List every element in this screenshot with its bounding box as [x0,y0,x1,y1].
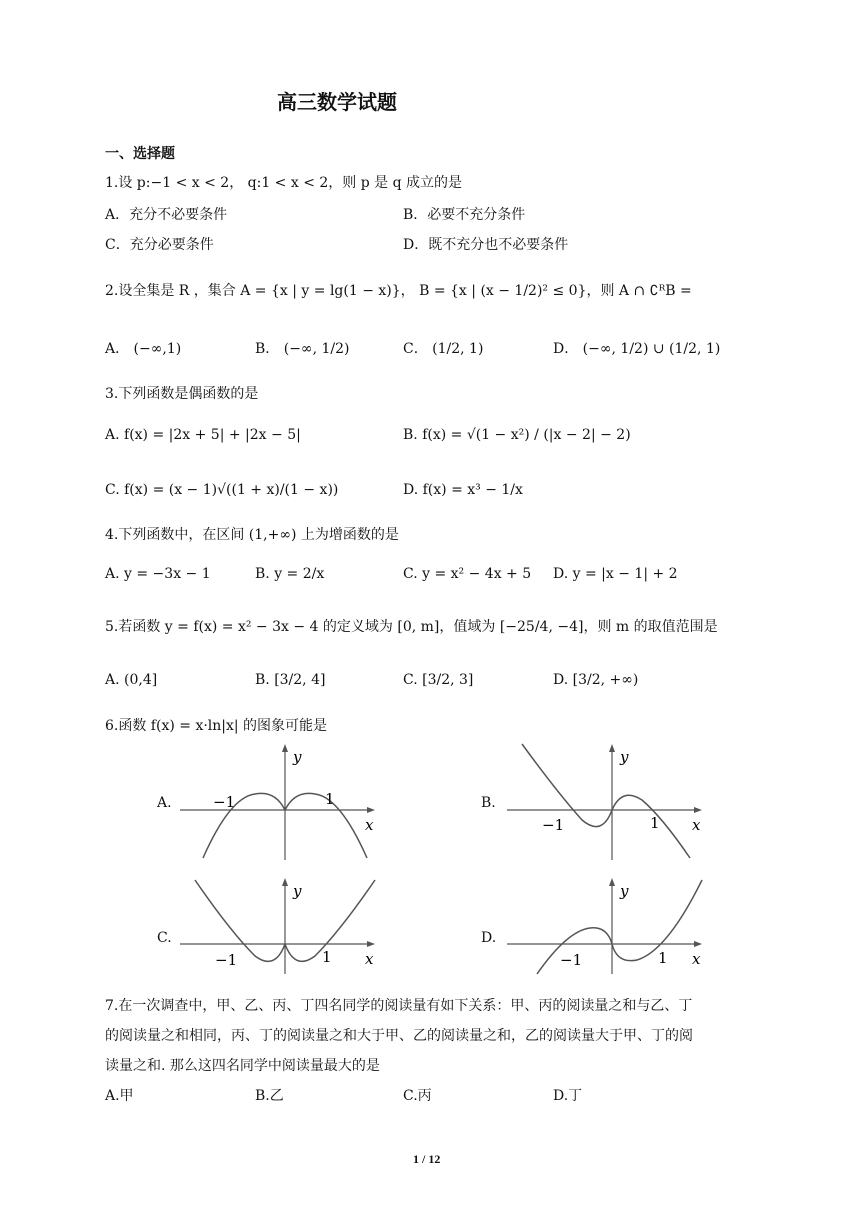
graph-c [175,876,385,976]
graph-a-label: A. [157,795,172,811]
q7-option-c: C.丙 [403,1088,432,1104]
q5-stem: 5.若函数 y = f(x) = x² − 3x − 4 的定义域为 [0, m]，值域为 [−25/4, −4]，则 m 的取值范围是 [105,619,718,635]
tick-pos: 1 [322,948,332,966]
q4-stem: 4.下列函数中，在区间 (1,+∞) 上为增函数的是 [105,527,399,543]
q4-option-d: D. y = |x − 1| + 2 [553,566,678,582]
graph-d-label: D. [481,930,497,946]
graph-a [175,742,385,862]
tick-neg: −1 [213,793,236,811]
q3-option-c: C. f(x) = (x − 1)√((1 + x)/(1 − x)) [105,482,339,498]
tick-pos: 1 [658,949,668,967]
q2-option-a: A． (−∞,1) [105,341,182,357]
q6-stem: 6.函数 f(x) = x·ln|x| 的图象可能是 [105,718,328,734]
q1-option-c: C．充分必要条件 [105,237,214,253]
x-arrow-icon [367,941,375,947]
q5-option-d: D. [3/2, +∞) [553,672,639,688]
q2-option-b: B． (−∞, 1/2) [255,341,350,357]
q7-option-a: A.甲 [105,1088,134,1104]
q5-option-a: A. (0,4] [105,672,158,688]
page-number: 1 / 12 [413,1152,441,1166]
tick-pos: 1 [650,814,660,832]
y-arrow-icon [609,878,615,886]
x-label: x [365,816,374,834]
q7-line2: 的阅读量之和相同，丙、丁的阅读量之和大于甲、乙的阅读量之和，乙的阅读量大于甲、丁的阅 [105,1028,693,1044]
x-label: x [365,950,374,968]
x-arrow-icon [694,941,702,947]
x-label: x [692,816,701,834]
q4-option-b: B. y = 2/x [255,566,325,582]
x-arrow-icon [694,807,702,813]
graph-b-label: B. [481,795,496,811]
graph-d [502,876,712,976]
q7-option-b: B.乙 [255,1088,284,1104]
x-label: x [692,950,701,968]
tick-neg: −1 [560,951,583,969]
q4-option-c: C. y = x² − 4x + 5 [403,566,532,582]
q1-option-b: B．必要不充分条件 [403,207,526,223]
tick-neg: −1 [542,816,565,834]
q2-stem: 2.设全集是 R ，集合 A = {x | y = lg(1 − x)}， B = {x | (x − 1/2)² ≤ 0}，则 A ∩ ∁ᴿB = [105,283,692,299]
y-arrow-icon [282,744,288,752]
x-arrow-icon [367,807,375,813]
q2-option-d: D． (−∞, 1/2) ∪ (1/2, 1) [553,341,721,357]
q3-option-a: A. f(x) = |2x + 5| + |2x − 5| [105,427,301,443]
q1-option-a: A．充分不必要条件 [105,207,228,223]
q1-stem: 1.设 p:−1 < x < 2， q:1 < x < 2，则 p 是 q 成立的是 [105,175,463,191]
q7-line3: 读量之和. 那么这四名同学中阅读量最大的是 [105,1058,380,1074]
q2-option-c: C． (1/2, 1) [403,341,484,357]
y-label: y [620,748,629,766]
tick-pos: 1 [325,790,335,808]
section-heading: 一、选择题 [105,146,175,162]
y-arrow-icon [609,744,615,752]
page-title: 高三数学试题 [277,90,397,114]
graph-b [502,742,712,862]
q1-option-d: D．既不充分也不必要条件 [403,237,569,253]
q3-stem: 3.下列函数是偶函数的是 [105,386,259,402]
y-arrow-icon [282,878,288,886]
q5-option-c: C. [3/2, 3] [403,672,474,688]
q3-option-b: B. f(x) = √(1 − x²) / (|x − 2| − 2) [403,427,631,443]
q4-option-a: A. y = −3x − 1 [105,566,211,582]
graph-c-label: C. [157,930,172,946]
y-label: y [293,882,302,900]
q7-line1: 7.在一次调查中，甲、乙、丙、丁四名同学的阅读量有如下关系：甲、丙的阅读量之和与乙、丁 [105,998,693,1014]
q7-option-d: D.丁 [553,1088,583,1104]
q5-option-b: B. [3/2, 4] [255,672,326,688]
q3-option-d: D. f(x) = x³ − 1/x [403,482,523,498]
curve [522,744,690,858]
y-label: y [620,882,629,900]
tick-neg: −1 [215,951,238,969]
y-label: y [293,748,302,766]
